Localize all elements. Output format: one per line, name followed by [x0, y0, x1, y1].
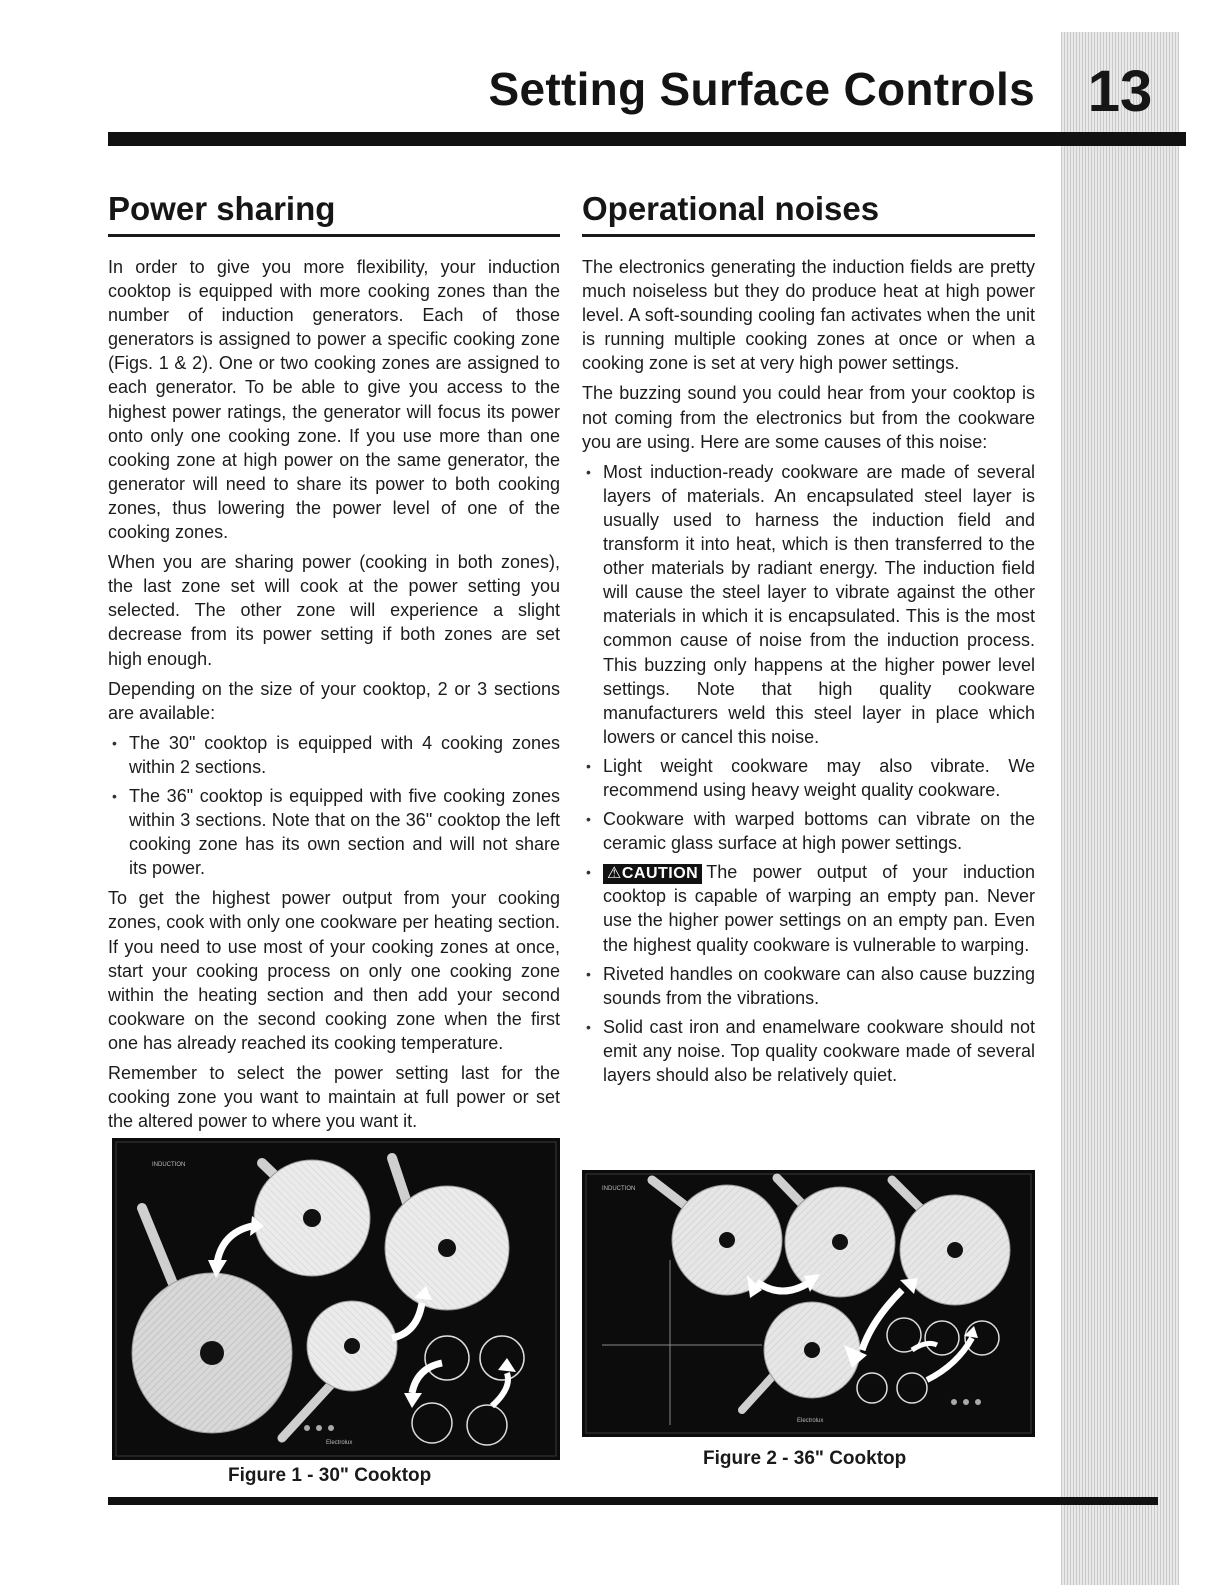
list-item: • Solid cast iron and enamelware cookware should not emit any noise. Top quality cookware made of several layers should also be relatively quiet. [582, 1015, 1035, 1087]
page-number: 13 [1087, 59, 1153, 124]
noise-causes-list [582, 460, 1035, 1087]
footer-rule [108, 1497, 1158, 1505]
header-rule [108, 132, 1186, 146]
paragraph: To get the highest power output from your cooking zones, cook with only one cookware per heating section. If you need to use most of your cooking zones at once, start your cooking process on only one cooking zone within the heating section and then add your second cookware on the second cooking zone when the first one has already reached its cooking temperature. [108, 888, 560, 1053]
figure-1-caption: Figure 1 - 30" Cooktop [228, 1465, 432, 1486]
paragraph: In order to give you more flexibility, your induction cooktop is equipped with more cooking zones than the number of induction generators. Each of those generators is assigned to power a specific cooking zone (Figs. 1 & 2). One or two cooking zones are assigned to each generator. To be able to give you access to the highest power ratings, the generator will focus its power onto only one cooking zone. If you use more than one cooking zone at high power on the same generator, the generator will need to share its power to both cooking zones, thus lowering the power level of one of the cooking zones. [108, 257, 560, 543]
caution-badge: ⚠CAUTION [603, 864, 702, 884]
power-sharing-section [108, 190, 560, 1139]
list-item: • Riveted handles on cookware can also cause buzzing sounds from the vibrations. [582, 962, 1035, 1010]
operational-noises-heading: Operational noises [582, 190, 1035, 237]
panel-label: INDUCTION [152, 1162, 186, 1168]
power-sharing-heading: Power sharing [108, 190, 560, 237]
figure-2-caption: Figure 2 - 36" Cooktop [703, 1448, 907, 1469]
list-item: • The 30" cooktop is equipped with 4 cooking zones within 2 sections. [108, 731, 560, 779]
list-item: • Light weight cookware may also vibrate. We recommend using heavy weight quality cookware. [582, 754, 1035, 802]
brand-label: Electrolux [797, 1418, 824, 1424]
caution-item [582, 860, 1035, 956]
figure-36-cooktop [582, 1170, 1035, 1437]
figure-30-cooktop [112, 1138, 560, 1460]
paragraph: The buzzing sound you could hear from your cooktop is not coming from the electronics but from the cookware you are using. Here are some causes of this noise: [582, 383, 1035, 452]
panel-label: INDUCTION [602, 1186, 636, 1192]
paragraph: Depending on the size of your cooktop, 2 or 3 sections are available: [108, 678, 560, 723]
operational-noises-body [582, 255, 1035, 1087]
list-item: • The 36" cooktop is equipped with five cooking zones within 3 sections. Note that on the 36" cooktop the left cooking zone has its own section and will not share its power. [108, 784, 560, 880]
brand-label: Electrolux [326, 1440, 353, 1446]
operational-noises-section [582, 190, 1035, 1093]
paragraph: The electronics generating the induction fields are pretty much noiseless but they do produce heat at high power level. A soft-sounding cooling fan activates when the unit is running multiple cooking zones at once or when a cooking zone is set at very high power settings. [582, 257, 1035, 374]
page-title: Setting Surface Controls [488, 63, 1035, 115]
caution-text: The power output of your induction cooktop is capable of warping an empty pan. Never use the higher power settings on an empty pan. Even the highest quality cookware is vulnerable to warping. [603, 862, 1035, 955]
paragraph: When you are sharing power (cooking in both zones), the last zone set will cook at the power setting you selected. The other zone will experience a slight decrease from its power setting if both zones are set high enough. [108, 552, 560, 669]
list-item: • Cookware with warped bottoms can vibrate on the ceramic glass surface at high power settings. [582, 807, 1035, 855]
paragraph: Remember to select the power setting last for the cooking zone you want to maintain at full power or set the altered power to where you want it. [108, 1063, 560, 1132]
power-sharing-body [108, 255, 560, 1133]
list-item: • Most induction-ready cookware are made of several layers of materials. An encapsulated steel layer is usually used to harness the induction field and transform it into heat, which is then transferred to the other materials by radiant energy. The induction field will cause the steel layer to vibrate against the other materials in which it is encapsulated. This is the most common cause of noise from the induction process. This buzzing only happens at the higher power level settings. Note that high quality cookware manufacturers weld this steel layer in place which lowers or cancel this noise. [582, 460, 1035, 749]
sections-list [108, 731, 560, 881]
page-tab [1061, 32, 1179, 1585]
